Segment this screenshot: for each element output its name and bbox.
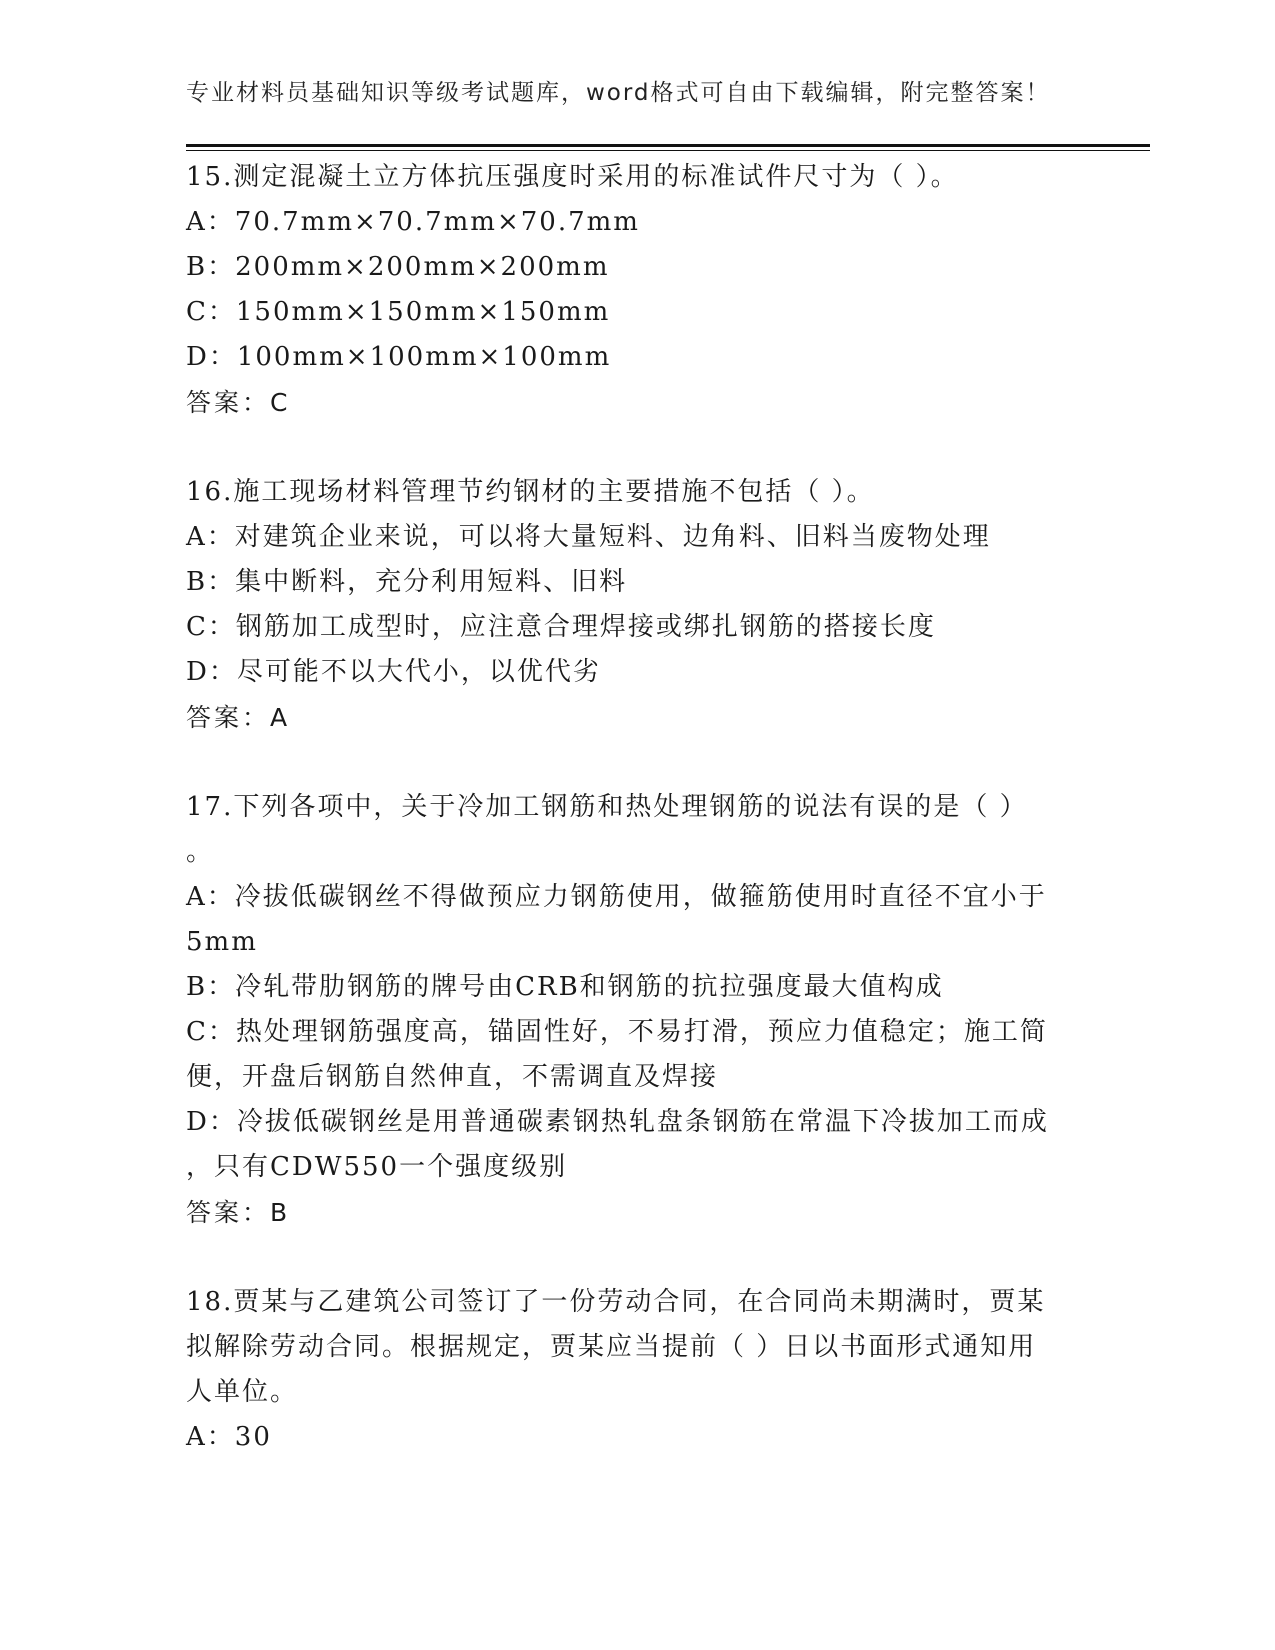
question-18 [186,1280,1086,1460]
option-line: ，只有CDW550一个强度级别 [186,1152,568,1182]
option-line: D：尽可能不以大代小，以优代劣 [186,657,601,687]
page-header: 专业材料员基础知识等级考试题库，word格式可自由下载编辑，附完整答案！ [186,80,1051,106]
option-line: D：100mm×100mm×100mm [186,342,612,372]
question-16 [186,470,1086,740]
answer-line: 答案：B [186,1198,291,1227]
question-stem-line: 17.下列各项中，关于冷加工钢筋和热处理钢筋的说法有误的是（ ） [186,792,1028,822]
option-line: B：冷轧带肋钢筋的牌号由CRB和钢筋的抗拉强度最大值构成 [186,972,944,1002]
option-line: B：200mm×200mm×200mm [186,252,610,282]
option-line: A：对建筑企业来说，可以将大量短料、边角料、旧料当废物处理 [186,522,991,552]
question-stem-line: 16.施工现场材料管理节约钢材的主要措施不包括（ ）。 [186,477,875,507]
option-line: C：150mm×150mm×150mm [186,297,611,327]
header-rule-thin [186,150,1150,151]
answer-line: 答案：A [186,703,291,732]
question-stem-line: 人单位。 [186,1377,299,1407]
option-line: A：30 [186,1422,272,1452]
question-17 [186,785,1086,1235]
header-rule-thick [186,144,1150,147]
question-stem-line: 18.贾某与乙建筑公司签订了一份劳动合同，在合同尚未期满时，贾某 [186,1287,1046,1317]
question-stem-line: 拟解除劳动合同。根据规定，贾某应当提前（ ）日以书面形式通知用 [186,1332,1037,1362]
answer-line: 答案：C [186,388,291,417]
question-stem-line: 15.测定混凝土立方体抗压强度时采用的标准试件尺寸为（ ）。 [186,162,959,192]
option-line: C：钢筋加工成型时，应注意合理焊接或绑扎钢筋的搭接长度 [186,612,936,642]
question-stem-line: 。 [186,837,215,867]
option-line: 5mm [186,927,258,957]
option-line: A：冷拔低碳钢丝不得做预应力钢筋使用，做箍筋使用时直径不宜小于 [186,882,1047,912]
option-line: 便，开盘后钢筋自然伸直，不需调直及焊接 [186,1062,719,1092]
option-line: B：集中断料，充分利用短料、旧料 [186,567,628,597]
option-line: C：热处理钢筋强度高，锚固性好，不易打滑，预应力值稳定；施工简 [186,1017,1048,1047]
option-line: D：冷拔低碳钢丝是用普通碳素钢热轧盘条钢筋在常温下冷拔加工而成 [186,1107,1049,1137]
option-line: A：70.7mm×70.7mm×70.7mm [186,207,640,237]
question-list [186,155,1086,1505]
question-15 [186,155,1086,425]
